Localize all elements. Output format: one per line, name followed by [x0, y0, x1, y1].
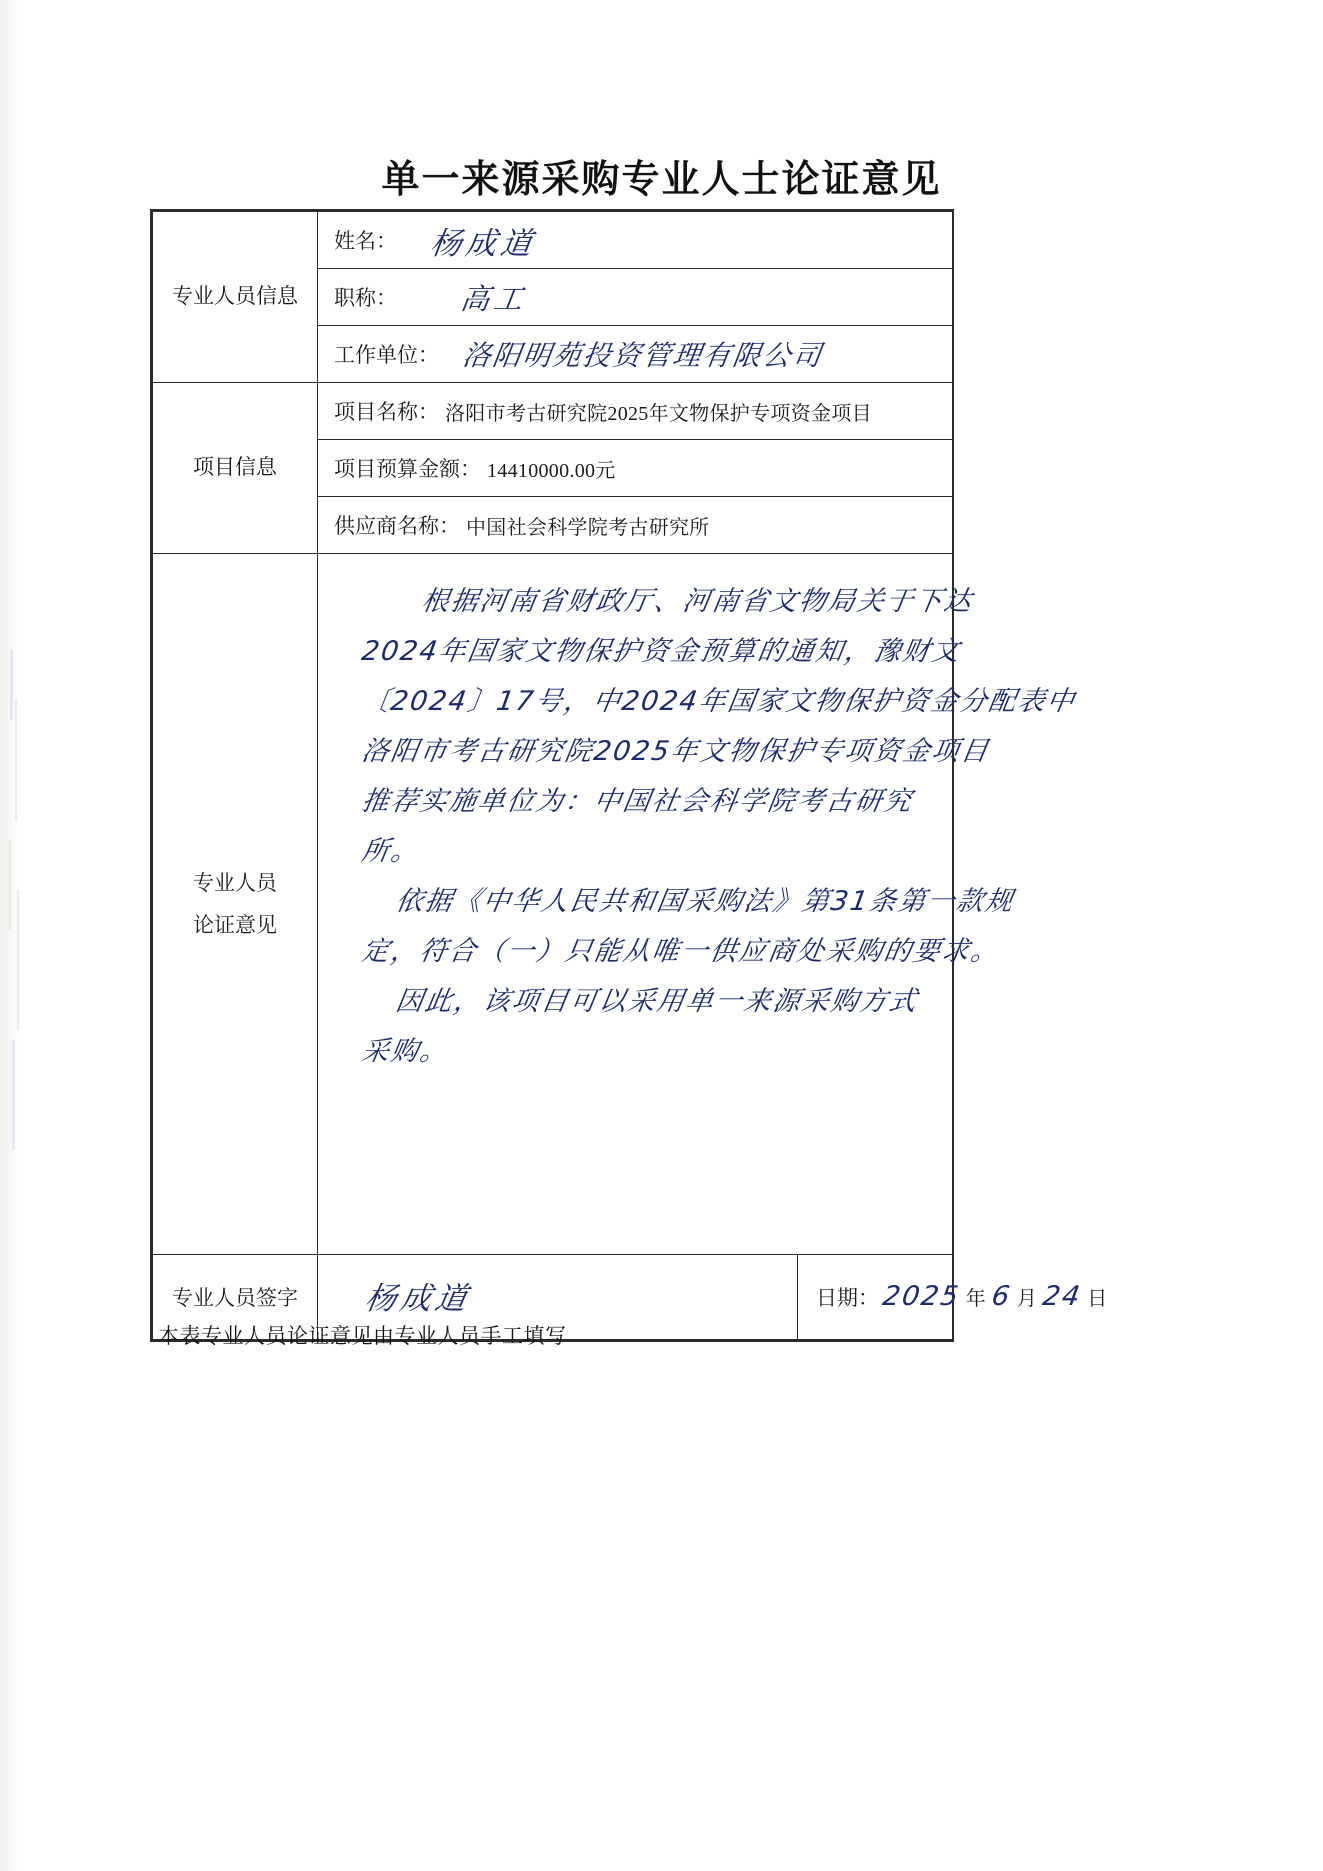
field-value-supplier-name: 中国社会科学院考古研究所: [466, 516, 710, 539]
table-row: [153, 212, 953, 269]
opinion-line: 2024年国家文物保护资金预算的通知，豫财文: [359, 636, 964, 667]
opinion-line: 定，符合（一）只能从唯一供应商处采购的要求。: [359, 936, 1003, 967]
field-label-supplier-name: 供应商名称：: [334, 514, 460, 538]
row-label-staff-info: 专业人员信息: [153, 212, 318, 383]
form-footnote: 本表专业人员论证意见由专业人员手工填写: [158, 1324, 567, 1348]
field-label-job-title: 职称：: [334, 286, 397, 310]
row-label-opinion-line2: 论证意见: [193, 913, 277, 937]
opinion-line: 推荐实施单位为：中国社会科学院考古研究: [359, 786, 916, 817]
date-day-unit: 日: [1087, 1288, 1108, 1310]
field-value-project-budget: 14410000.00元: [487, 459, 616, 482]
opinion-line: 依据《中华人民共和国采购法》第31条第一款规: [393, 886, 1017, 917]
page-title: 单一来源采购专业人士论证意见: [381, 159, 942, 201]
opinion-line: 因此，该项目可以采用单一来源采购方式: [393, 986, 921, 1017]
date-month-unit: 月: [1016, 1288, 1037, 1310]
row-label-project-info: 项目信息: [153, 383, 318, 554]
field-label-work-unit: 工作单位：: [334, 343, 439, 367]
opinion-line: 根据河南省财政厅、河南省文物局关于下达: [419, 586, 976, 617]
field-job-title: [318, 269, 953, 326]
opinion-handwritten-area: [318, 554, 1079, 1255]
date-day-value: 24: [1040, 1281, 1084, 1312]
row-label-signature: 专业人员签字: [153, 1255, 318, 1340]
signature-handwritten: 杨成道: [362, 1281, 474, 1317]
opinion-line: 所。: [359, 836, 423, 867]
field-value-project-name: 洛阳市考古研究院2025年文物保护专项资金项目: [445, 402, 872, 425]
field-work-unit: [318, 326, 953, 383]
field-label-project-name: 项目名称：: [334, 400, 439, 424]
date-month-value: 6: [989, 1281, 1014, 1312]
opinion-line: 〔2024〕17号，中2024年国家文物保护资金分配表中: [359, 686, 1079, 717]
date-year-value: 2025: [880, 1281, 963, 1312]
field-value-job-title-handwritten: 高工: [458, 281, 530, 316]
table-row: [153, 383, 953, 440]
field-supplier-name: [318, 497, 953, 554]
date-label: 日期：: [816, 1286, 879, 1310]
opinion-form-table: [150, 209, 1108, 1342]
field-project-name: [318, 383, 953, 440]
field-label-project-budget: 项目预算金额：: [334, 457, 481, 481]
field-name: [318, 212, 953, 269]
opinion-line: 采购。: [359, 1036, 452, 1067]
date-year-unit: 年: [965, 1288, 986, 1310]
date-area: [798, 1255, 1108, 1340]
field-value-work-unit-handwritten: 洛阳明苑投资管理有限公司: [460, 339, 826, 372]
field-project-budget: [318, 440, 953, 497]
row-label-opinion: [153, 554, 318, 1255]
opinion-line: 洛阳市考古研究院2025年文物保护专项资金项目: [359, 736, 993, 767]
row-label-opinion-line1: 专业人员: [193, 871, 277, 895]
table-row: [153, 554, 953, 1255]
field-value-name-handwritten: 杨成道: [427, 225, 539, 262]
field-label-name: 姓名：: [334, 229, 397, 253]
